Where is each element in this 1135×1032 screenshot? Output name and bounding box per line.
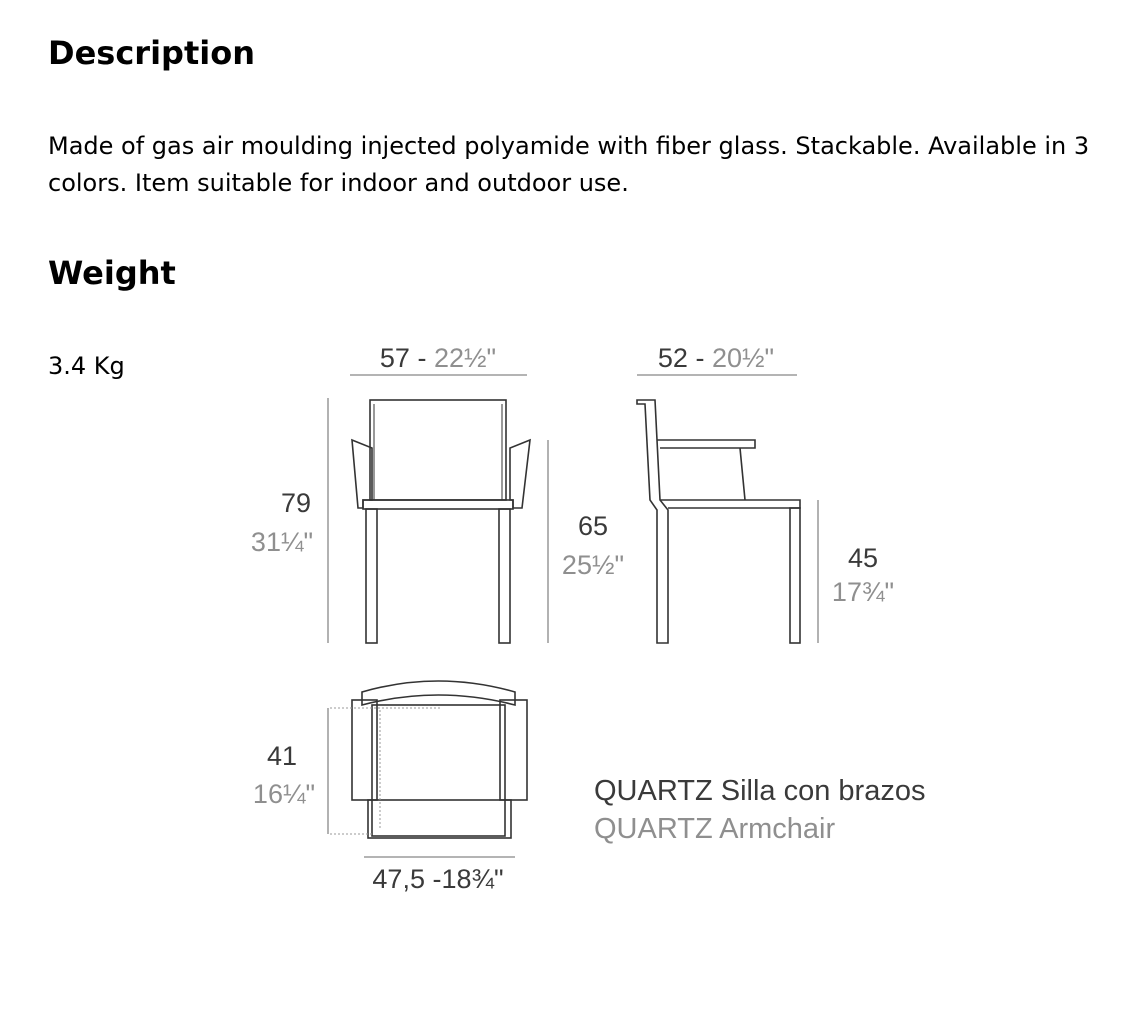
description-heading: Description [48, 34, 255, 72]
front_width-metric: 57 - [379, 343, 434, 373]
side_depth-metric: 52 - [657, 343, 712, 373]
seat-depth-in-label: 16¼" [252, 779, 316, 809]
height-in-label: 31¼" [250, 527, 314, 557]
front-width-label [380, 343, 496, 373]
top-view-hidden-lines [330, 708, 440, 834]
description-text: Made of gas air moulding injected polyamide with fiber glass. Stackable. Available in 3 colors. Item suitable for indoor and outdoor use. [48, 132, 1090, 197]
arm-height-in-label: 25½" [561, 550, 625, 580]
seat-depth-cm-label: 41 [266, 741, 298, 771]
side-view [637, 400, 800, 643]
arm-height-cm-label: 65 [577, 511, 609, 541]
weight-heading: Weight [48, 254, 176, 292]
seat-width-label: 47,5 -18¾" [372, 864, 504, 894]
product-name-en: QUARTZ Armchair [594, 813, 836, 845]
front_width-imperial: 22½" [433, 343, 497, 373]
weight-value: 3.4 Kg [48, 352, 125, 380]
side_depth-imperial: 20½" [711, 343, 775, 373]
height-cm-label: 79 [280, 488, 312, 518]
seat-height-in-label: 17¾" [831, 577, 895, 607]
seat-height-cm-label: 45 [847, 543, 879, 573]
product-name-es: QUARTZ Silla con brazos [594, 775, 926, 807]
top-view [352, 681, 527, 838]
front-view [352, 400, 530, 643]
side-depth-label [658, 343, 774, 373]
